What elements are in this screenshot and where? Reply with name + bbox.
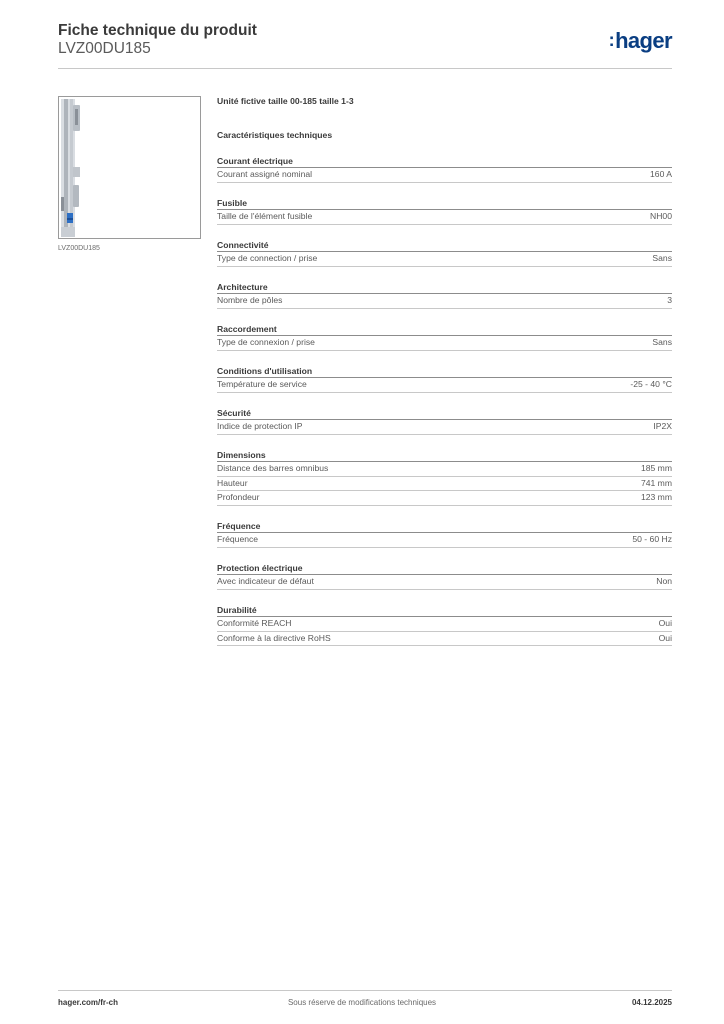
spec-row bbox=[217, 168, 672, 183]
spec-section bbox=[217, 520, 672, 559]
product-name: Unité fictive taille 00-185 taille 1-3 bbox=[217, 96, 354, 106]
spec-label: Température de service bbox=[217, 379, 307, 389]
spec-value: 50 - 60 Hz bbox=[632, 534, 672, 544]
spec-section bbox=[217, 155, 672, 194]
image-caption: LVZ00DU185 bbox=[58, 245, 100, 252]
section-title: Fusible bbox=[217, 197, 672, 210]
page-header bbox=[58, 20, 672, 68]
section-title: Sécurité bbox=[217, 407, 672, 420]
fuse-unit-icon bbox=[59, 97, 200, 238]
spec-section bbox=[217, 449, 672, 517]
spec-section bbox=[217, 239, 672, 278]
section-title: Raccordement bbox=[217, 323, 672, 336]
spec-section bbox=[217, 281, 672, 320]
footer-website-link[interactable]: hager.com/fr-ch bbox=[58, 998, 119, 1007]
spec-label: Type de connection / prise bbox=[217, 253, 318, 263]
spec-section bbox=[217, 562, 672, 601]
footer-divider bbox=[58, 990, 672, 991]
section-title: Connectivité bbox=[217, 239, 672, 252]
spec-value: 123 mm bbox=[640, 492, 672, 502]
spec-label: Conforme à la directive RoHS bbox=[217, 632, 331, 643]
spec-value: -25 - 40 °C bbox=[630, 379, 672, 389]
spec-row bbox=[217, 336, 672, 351]
spec-row bbox=[217, 477, 672, 492]
spec-value: Oui bbox=[658, 618, 672, 628]
logo-text: hager bbox=[615, 28, 672, 53]
spec-sections bbox=[217, 155, 672, 658]
hager-logo[interactable] bbox=[609, 28, 672, 54]
section-title: Dimensions bbox=[217, 449, 672, 462]
spec-label: Profondeur bbox=[217, 492, 260, 502]
page-title: Fiche technique du produit bbox=[58, 22, 257, 39]
section-title: Conditions d'utilisation bbox=[217, 365, 672, 378]
spec-value: Sans bbox=[652, 253, 672, 263]
spec-row bbox=[217, 252, 672, 267]
spec-value: 741 mm bbox=[640, 477, 672, 488]
spec-section bbox=[217, 197, 672, 236]
spec-value: NH00 bbox=[650, 211, 672, 221]
tech-heading: Caractéristiques techniques bbox=[217, 130, 333, 140]
spec-label: Indice de protection IP bbox=[217, 421, 303, 431]
spec-section bbox=[217, 604, 672, 658]
section-title: Durabilité bbox=[217, 604, 672, 617]
spec-content bbox=[217, 96, 672, 658]
spec-row bbox=[217, 420, 672, 435]
section-title: Fréquence bbox=[217, 520, 672, 533]
logo-dots-icon: : bbox=[608, 30, 615, 50]
spec-row bbox=[217, 632, 672, 647]
spec-value: 3 bbox=[667, 295, 672, 305]
product-reference: LVZ00DU185 bbox=[58, 40, 151, 57]
product-image bbox=[58, 96, 201, 239]
spec-row bbox=[217, 491, 672, 506]
spec-row bbox=[217, 533, 672, 548]
section-title: Courant électrique bbox=[217, 155, 672, 168]
spec-value: Sans bbox=[652, 337, 672, 347]
header-divider bbox=[58, 68, 672, 69]
spec-section bbox=[217, 365, 672, 404]
spec-row bbox=[217, 210, 672, 225]
section-title: Architecture bbox=[217, 281, 672, 294]
spec-row bbox=[217, 462, 672, 477]
spec-label: Avec indicateur de défaut bbox=[217, 576, 314, 586]
spec-label: Fréquence bbox=[217, 534, 259, 544]
spec-row bbox=[217, 617, 672, 632]
spec-label: Distance des barres omnibus bbox=[217, 463, 329, 473]
spec-label: Taille de l'élément fusible bbox=[217, 211, 313, 221]
footer-date: 04.12.2025 bbox=[631, 998, 672, 1007]
spec-row bbox=[217, 575, 672, 590]
spec-label: Hauteur bbox=[217, 477, 248, 488]
spec-label: Nombre de pôles bbox=[217, 295, 283, 305]
spec-section bbox=[217, 407, 672, 446]
spec-label: Conformité REACH bbox=[217, 618, 292, 628]
section-title: Protection électrique bbox=[217, 562, 672, 575]
spec-value: Non bbox=[656, 576, 672, 586]
spec-value: 185 mm bbox=[640, 463, 672, 473]
spec-label: Courant assigné nominal bbox=[217, 169, 313, 179]
spec-label: Type de connexion / prise bbox=[217, 337, 315, 347]
spec-row bbox=[217, 294, 672, 309]
spec-value: Oui bbox=[658, 632, 672, 643]
spec-section bbox=[217, 323, 672, 362]
spec-value: IP2X bbox=[653, 421, 672, 431]
spec-value: 160 A bbox=[650, 169, 672, 179]
footer-disclaimer: Sous réserve de modifications techniques bbox=[287, 998, 437, 1007]
spec-row bbox=[217, 378, 672, 393]
